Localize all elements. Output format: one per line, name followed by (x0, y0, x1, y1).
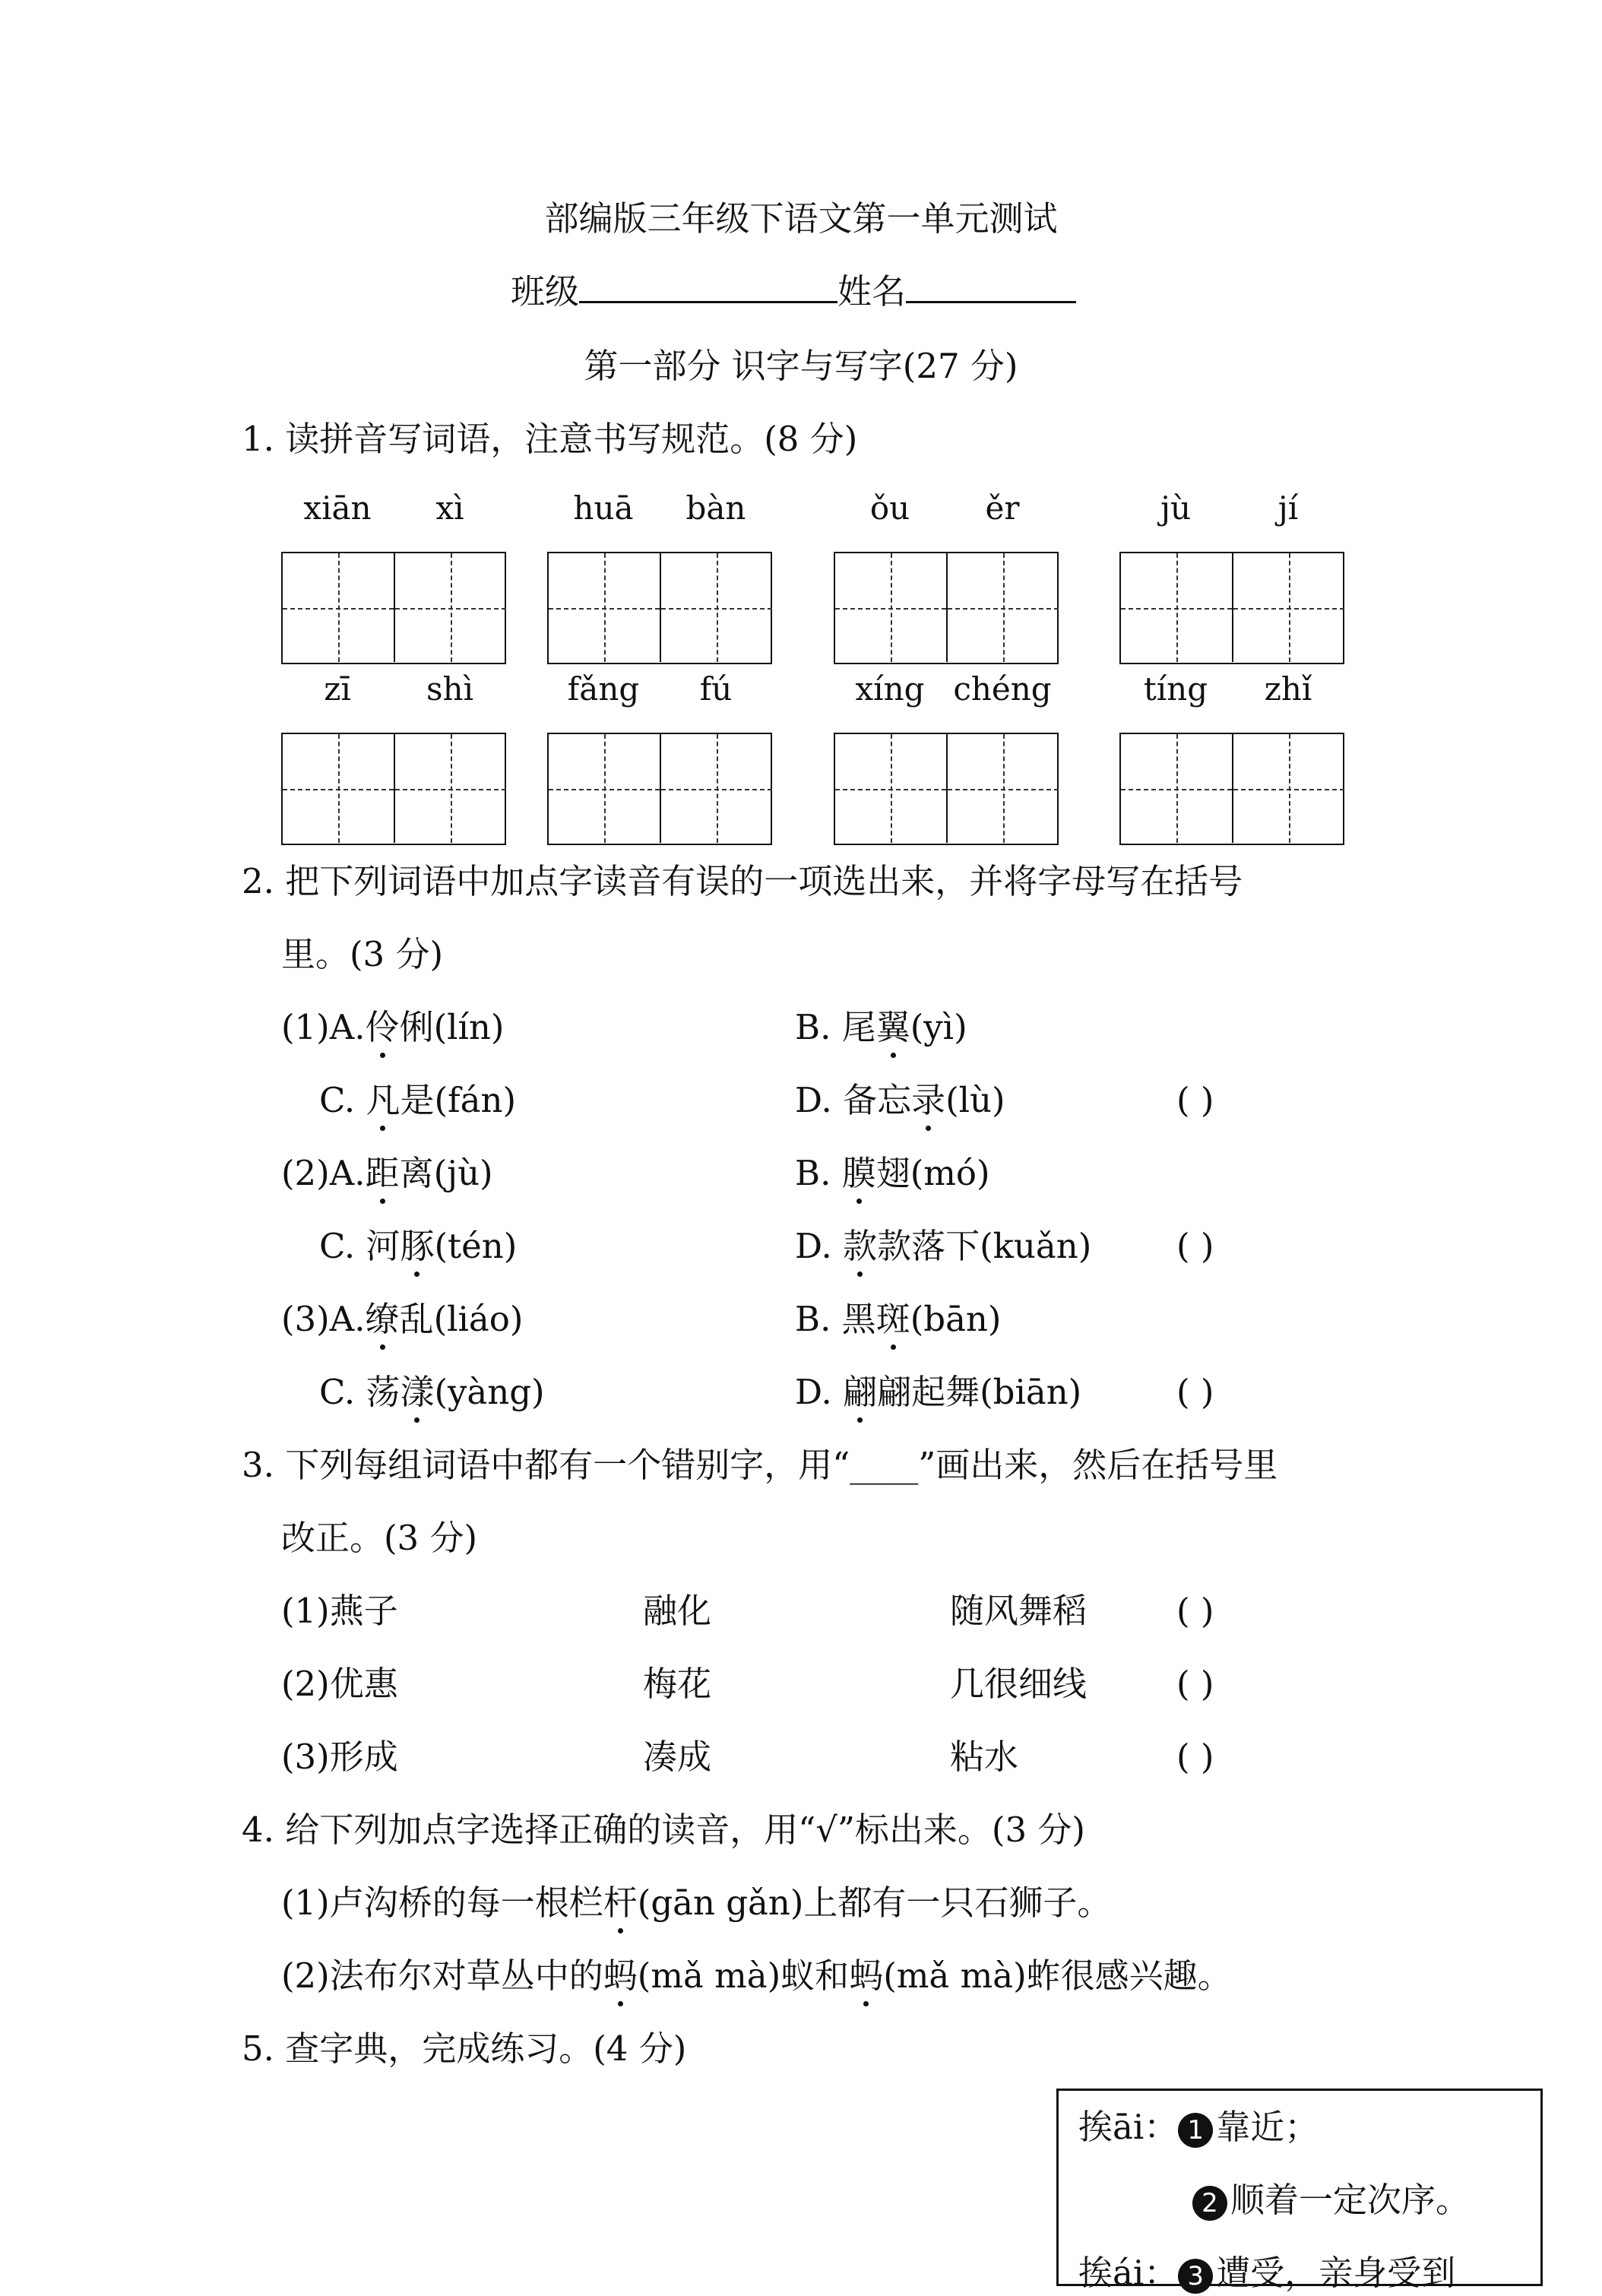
q2-g3-option-a: (3)A.缭乱(liáo) (281, 1297, 523, 1342)
grid-cell[interactable] (1121, 553, 1233, 662)
q3-r1-word-3: 随风舞稻 (950, 1591, 1088, 1631)
q1-writing-grid[interactable] (1119, 552, 1344, 664)
q1-pinyin: shì (426, 670, 474, 708)
q1-writing-grid[interactable] (547, 733, 772, 845)
q3-r1-word-1: (1)燕子 (281, 1591, 398, 1631)
page-title: 部编版三年级下语文第一单元测试 (544, 198, 1058, 239)
q4-sentence-1: (1)卢沟桥的每一根栏杆(gān gǎn)上都有一只石狮子。 (281, 1880, 1111, 1926)
meaning-1: 靠近； (1216, 2107, 1319, 2147)
meaning-number-2: 2 (1192, 2186, 1227, 2221)
grid-cell[interactable] (835, 553, 948, 662)
q1-pinyin: xíng (855, 670, 925, 708)
meaning-3: 遭受，亲身受到 (1216, 2253, 1456, 2293)
q2-title: 2. 把下列词语中加点字读音有误的一项选出来，并将字母写在括号 (242, 861, 1243, 901)
grid-guide-horizontal (835, 608, 946, 610)
q3-r1-answer-paren[interactable]: ( ) (1176, 1591, 1214, 1631)
dictionary-box (1056, 2089, 1543, 2293)
q3-r1-word-2: 融化 (643, 1591, 712, 1631)
grid-guide-horizontal (835, 789, 946, 790)
q1-writing-grid[interactable] (281, 733, 506, 845)
q2-g2-option-b: B. 膜翅(mó) (795, 1151, 990, 1196)
q2-g3-option-b: B. 黑斑(bān) (795, 1297, 1001, 1342)
q1-pinyin: zī (324, 670, 351, 708)
q3-title: 3. 下列每组词语中都有一个错别字，用“____”画出来，然后在括号里 (242, 1445, 1278, 1485)
grid-cell[interactable] (835, 734, 948, 843)
q2-title-cont: 里。(3 分) (281, 934, 444, 974)
name-blank[interactable] (906, 271, 1076, 303)
q2-g2-option-a: (2)A.距离(jù) (281, 1151, 493, 1196)
q2-g2-option-c: C. 河豚(tén) (319, 1224, 517, 1269)
grid-guide-horizontal (395, 608, 506, 610)
grid-cell[interactable] (549, 734, 661, 843)
q2-g1-option-c: C. 凡是(fán) (319, 1078, 516, 1123)
q1-title: 1. 读拼音写词语，注意书写规范。(8 分) (242, 419, 858, 459)
q1-writing-grid[interactable] (834, 552, 1059, 664)
grid-guide-horizontal (1233, 789, 1344, 790)
q3-r3-word-1: (3)形成 (281, 1737, 398, 1777)
grid-guide-horizontal (661, 789, 772, 790)
q1-pinyin: xì (435, 489, 464, 527)
q1-pinyin: bàn (685, 489, 746, 527)
grid-cell[interactable] (661, 734, 772, 843)
grid-guide-horizontal (1121, 789, 1232, 790)
q2-g3-option-c: C. 荡漾(yàng) (319, 1370, 545, 1415)
meaning-number-3: 3 (1178, 2259, 1213, 2294)
q3-r2-answer-paren[interactable]: ( ) (1176, 1664, 1214, 1704)
dict-head: 挨āi： (1078, 2107, 1179, 2147)
q1-writing-grid[interactable] (834, 733, 1059, 845)
grid-cell[interactable] (1121, 734, 1233, 843)
q1-pinyin: ǒu (869, 489, 910, 527)
name-label: 姓名 (837, 271, 907, 312)
grid-guide-horizontal (283, 608, 394, 610)
grid-cell[interactable] (1233, 553, 1344, 662)
grid-cell[interactable] (661, 553, 772, 662)
q3-r2-word-3: 几很细线 (950, 1664, 1088, 1704)
q1-pinyin: tíng (1143, 670, 1208, 708)
grid-cell[interactable] (549, 553, 661, 662)
q1-pinyin: jí (1277, 489, 1299, 527)
q1-pinyin: ěr (985, 489, 1020, 527)
q1-writing-grid[interactable] (1119, 733, 1344, 845)
q3-r3-word-2: 凑成 (643, 1737, 712, 1777)
q1-pinyin: xiān (303, 489, 372, 527)
q3-r3-word-3: 粘水 (950, 1737, 1019, 1777)
q3-r3-answer-paren[interactable]: ( ) (1176, 1737, 1214, 1777)
dict-entry-ai1 (1078, 2104, 1319, 2150)
q3-r2-word-1: (2)优惠 (281, 1664, 398, 1704)
class-label: 班级 (511, 271, 580, 312)
grid-cell[interactable] (948, 734, 1059, 843)
grid-guide-horizontal (549, 789, 660, 790)
q2-g3-option-d: D. 翩翩起舞(biān) (795, 1370, 1081, 1415)
grid-cell[interactable] (1233, 734, 1344, 843)
q4-title: 4. 给下列加点字选择正确的读音，用“√”标出来。(3 分) (242, 1810, 1085, 1850)
q1-pinyin: fǎng (567, 670, 640, 708)
q1-writing-grid[interactable] (281, 552, 506, 664)
grid-guide-horizontal (948, 608, 1059, 610)
q2-g2-option-d: D. 款款落下(kuǎn) (795, 1224, 1091, 1269)
grid-guide-horizontal (948, 789, 1059, 790)
class-blank[interactable] (579, 271, 837, 303)
grid-guide-horizontal (549, 608, 660, 610)
grid-cell[interactable] (948, 553, 1059, 662)
grid-cell[interactable] (395, 734, 506, 843)
grid-cell[interactable] (395, 553, 506, 662)
q5-title: 5. 查字典，完成练习。(4 分) (242, 2028, 687, 2069)
dict-entry-ai1-meaning-2 (1192, 2177, 1470, 2223)
meaning-2: 顺着一定次序。 (1230, 2180, 1471, 2220)
q1-pinyin: huā (573, 489, 634, 527)
q2-g2-answer-paren[interactable]: ( ) (1176, 1226, 1214, 1266)
meaning-number-1: 1 (1178, 2113, 1213, 2148)
dict-entry-ai2 (1078, 2250, 1455, 2296)
q2-g1-option-d: D. 备忘录(lù) (795, 1078, 1005, 1123)
q2-g1-option-b: B. 尾翼(yì) (795, 1005, 967, 1050)
q1-pinyin: fú (699, 670, 733, 708)
grid-guide-horizontal (1233, 608, 1344, 610)
grid-guide-horizontal (283, 789, 394, 790)
q3-title-cont: 改正。(3 分) (281, 1518, 478, 1558)
class-name-line (511, 269, 1076, 315)
q1-pinyin: jù (1160, 489, 1192, 527)
grid-cell[interactable] (283, 734, 395, 843)
q2-g3-answer-paren[interactable]: ( ) (1176, 1372, 1214, 1412)
q4-sentence-2: (2)法布尔对草丛中的蚂(mǎ mà)蚁和蚂(mǎ mà)蚱很感兴趣。 (281, 1953, 1232, 1999)
q1-pinyin: zhǐ (1264, 670, 1312, 708)
q2-g1-option-a: (1)A.伶俐(lín) (281, 1005, 504, 1050)
q2-g1-answer-paren[interactable]: ( ) (1176, 1080, 1214, 1120)
grid-guide-horizontal (1121, 608, 1232, 610)
q1-writing-grid[interactable] (547, 552, 772, 664)
grid-cell[interactable] (283, 553, 395, 662)
section-title: 第一部分 识字与写字(27 分) (584, 346, 1018, 386)
dict-head-2: 挨ái： (1078, 2253, 1179, 2293)
q1-pinyin: chéng (953, 670, 1052, 708)
grid-guide-horizontal (395, 789, 506, 790)
q3-r2-word-2: 梅花 (643, 1664, 712, 1704)
grid-guide-horizontal (661, 608, 772, 610)
